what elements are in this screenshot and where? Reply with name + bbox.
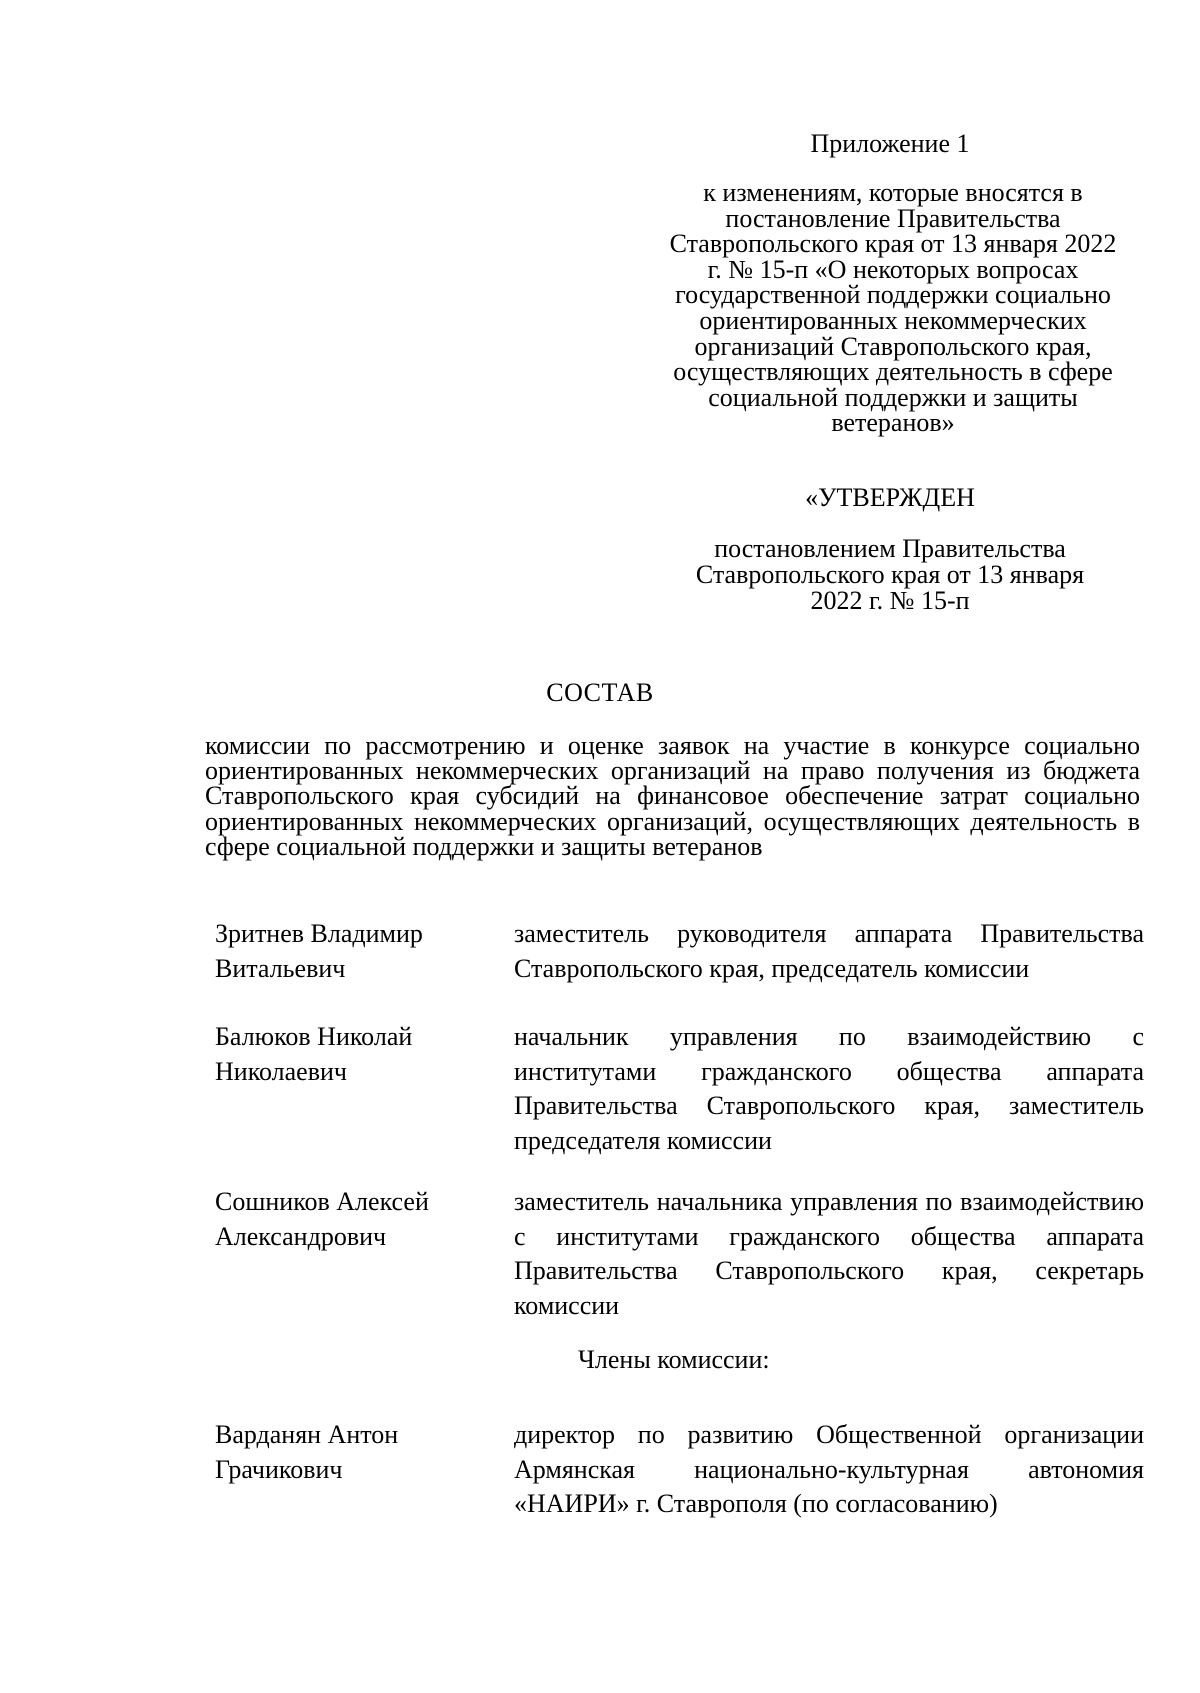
appendix-description: к изменениям, которые вносятся в постановление Правительства Ставропольского края от 13 января 2022 г. № 15-п «О некоторых вопросах государственной поддержки социально ориентированных некоммерческих организаций Ставропольского края, осуществляющих деятельность в сфере социальной поддержки и защиты ветеранов» [669, 178, 1117, 438]
committee-members-heading: Члены комиссии: [578, 1345, 770, 1374]
document-title: СОСТАВ [546, 678, 654, 707]
member-name: Балюков Николай Николаевич [215, 1022, 413, 1086]
member-name: Зритнев Владимир Витальевич [215, 919, 423, 983]
document-subtitle: комиссии по рассмотрению и оценке заявок на участие в конкурсе социально ориентированных некоммерческих организаций на право получения из бюджета Ставропольского края субсидий на финансовое обеспечение затрат социально ориентированных некоммерческих организаций, осуществляющих деятельность в сфере социальной поддержки и защиты ветеранов [205, 731, 1140, 861]
member-name: Варданян Антон Грачикович [215, 1420, 399, 1484]
member-role: директор по развитию Общественной организации Армянская национально-культурная автономия «НАИРИ» г. Ставрополя (по согласованию) [514, 1420, 1144, 1518]
approval-stamp-description: постановлением Правительства Ставропольского края от 13 января 2022 г. № 15-п [695, 534, 1085, 615]
member-role: начальник управления по взаимодействию с институтами гражданского общества аппарата Правительства Ставропольского края, заместитель председателя комиссии [514, 1022, 1144, 1155]
approval-stamp-title: «УТВЕРЖДЕН [805, 483, 975, 512]
appendix-label: Приложение 1 [810, 129, 970, 158]
member-role: заместитель руководителя аппарата Правительства Ставропольского края, председатель комиссии [514, 919, 1144, 983]
member-role: заместитель начальника управления по взаимодействию с институтами гражданского общества аппарата Правительства Ставропольского края, секретарь комиссии [514, 1187, 1144, 1320]
member-name: Сошников Алексей Александрович [215, 1187, 429, 1251]
